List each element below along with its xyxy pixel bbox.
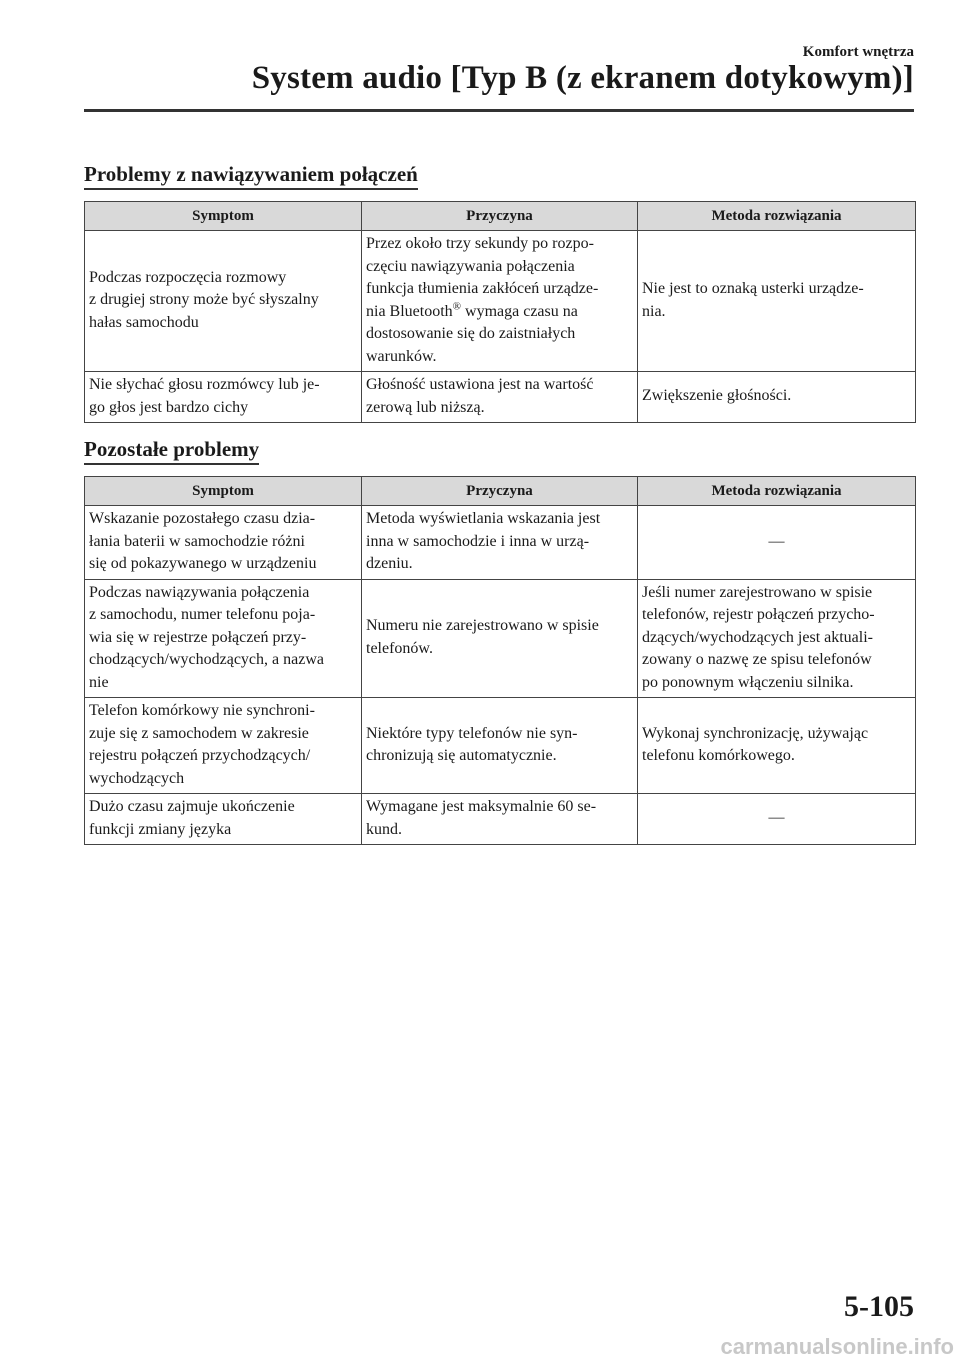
table-row [85, 698, 916, 794]
chapter-label: Komfort wnętrza [802, 44, 914, 60]
text-line: z drugiej strony może być słyszalny [89, 291, 319, 309]
cause-cell [362, 794, 638, 845]
cause-cell [362, 698, 638, 794]
text-line: Niektóre typy telefonów nie syn- [366, 724, 578, 742]
solution-cell [638, 698, 916, 794]
solution-cell [638, 506, 916, 580]
solution-cell [638, 372, 916, 423]
text-line: Nie słychać głosu rozmówcy lub je- [89, 376, 320, 393]
text-line: telefonów, rejestr połączeń przycho- [642, 606, 875, 623]
watermark: carmanualsonline.info [720, 1334, 954, 1359]
text-line: wia się w rejestrze połączeń przy- [89, 628, 307, 646]
text-line: dzeniu. [366, 555, 413, 572]
symptom-cell [85, 794, 362, 845]
table-header-row [85, 202, 916, 231]
text-line: telefonów. [366, 639, 433, 657]
table-row [85, 579, 916, 698]
text-line: nie [89, 673, 109, 691]
symptom-cell [85, 231, 362, 372]
text-line: zuje się z samochodem w zakresie [89, 724, 309, 742]
symptom-cell [85, 372, 362, 423]
text-line: Dużo czasu zajmuje ukończenie [89, 798, 295, 815]
column-header-solution: Metoda rozwiązania [638, 202, 916, 231]
symptom-cell [85, 698, 362, 794]
text-line: chodzących/wychodzących, a nazwa [89, 651, 324, 668]
text-line: wychodzących [89, 769, 185, 787]
text-line: chronizują się automatycznie. [366, 747, 557, 764]
text-line: się od pokazywanego w urządzeniu [89, 555, 317, 572]
text-line: Telefon komórkowy nie synchroni- [89, 702, 315, 719]
text-line: częciu nawiązywania połączenia [366, 257, 575, 275]
solution-cell [638, 794, 916, 845]
symptom-cell [85, 579, 362, 698]
text-line: — [768, 532, 785, 550]
table-row [85, 372, 916, 423]
text-line: Przez około trzy sekundy po rozpo- [366, 235, 594, 252]
page-title: System audio [Typ B (z ekranem dotykowym)] [251, 60, 914, 96]
section-title-connection-problems: Problemy z nawiązywaniem połączeń [84, 162, 418, 190]
text-line: — [768, 809, 785, 827]
table-row [85, 794, 916, 845]
table-header-row [85, 477, 916, 506]
text-line: Wskazanie pozostałego czasu dzia- [89, 510, 316, 527]
text-line: zerową lub niższą. [366, 398, 485, 416]
text-line: po ponownym włączeniu silnika. [642, 673, 854, 691]
header-divider [84, 109, 914, 112]
text-line: dzących/wychodzących jest aktuali- [642, 628, 873, 646]
text-line: Wykonaj synchronizację, używając [642, 724, 869, 742]
connection-problems-table [84, 201, 916, 423]
text-line: Nie jest to oznaką usterki urządze- [642, 280, 864, 297]
column-header-cause: Przyczyna [362, 477, 638, 506]
cause-cell [362, 231, 638, 372]
section-title-other-problems: Pozostałe problemy [84, 437, 259, 465]
text-line: Jeśli numer zarejestrowano w spisie [642, 583, 873, 601]
text-line: Wymagane jest maksymalnie 60 se- [366, 798, 597, 815]
text-line: nia Bluetooth [366, 302, 453, 320]
text-line: dostosowanie się do zaistniałych [366, 325, 576, 342]
cause-cell [362, 579, 638, 698]
text-line: funkcja tłumienia zakłóceń urządze- [366, 280, 599, 297]
text-line: Podczas rozpoczęcia rozmowy [89, 268, 287, 286]
other-problems-table [84, 476, 916, 845]
text-line: zowany o nazwę ze spisu telefonów [642, 651, 872, 668]
text-line: nia. [642, 302, 666, 320]
text-line: z samochodu, numer telefonu poja- [89, 606, 316, 623]
table-row [85, 231, 916, 372]
column-header-cause: Przyczyna [362, 202, 638, 231]
text-line: Numeru nie zarejestrowano w spisie [366, 617, 599, 635]
solution-cell [638, 231, 916, 372]
text-line: wymaga czasu na [461, 302, 578, 320]
text-line: warunków. [366, 347, 437, 365]
text-line: rejestru połączeń przychodzących/ [89, 747, 311, 764]
symptom-cell [85, 506, 362, 580]
text-line: funkcji zmiany języka [89, 820, 232, 838]
text-line: Podczas nawiązywania połączenia [89, 583, 310, 601]
text-line: kund. [366, 820, 402, 838]
column-header-symptom: Symptom [85, 477, 362, 506]
text-line: telefonu komórkowego. [642, 747, 795, 764]
text-line: Metoda wyświetlania wskazania jest [366, 510, 601, 527]
cause-cell [362, 506, 638, 580]
page-number: 5-105 [844, 1290, 914, 1323]
table-row [85, 506, 916, 580]
column-header-symptom: Symptom [85, 202, 362, 231]
text-line: go głos jest bardzo cichy [89, 398, 249, 416]
text-line: hałas samochodu [89, 313, 199, 331]
solution-cell [638, 579, 916, 698]
registered-mark: ® [452, 300, 462, 313]
text-line: inna w samochodzie i inna w urzą- [366, 532, 590, 550]
text-line: łania baterii w samochodzie różni [89, 532, 305, 550]
cause-cell [362, 372, 638, 423]
text-line: Zwiększenie głośności. [642, 387, 792, 405]
text-line: Głośność ustawiona jest na wartość [366, 376, 594, 393]
column-header-solution: Metoda rozwiązania [638, 477, 916, 506]
